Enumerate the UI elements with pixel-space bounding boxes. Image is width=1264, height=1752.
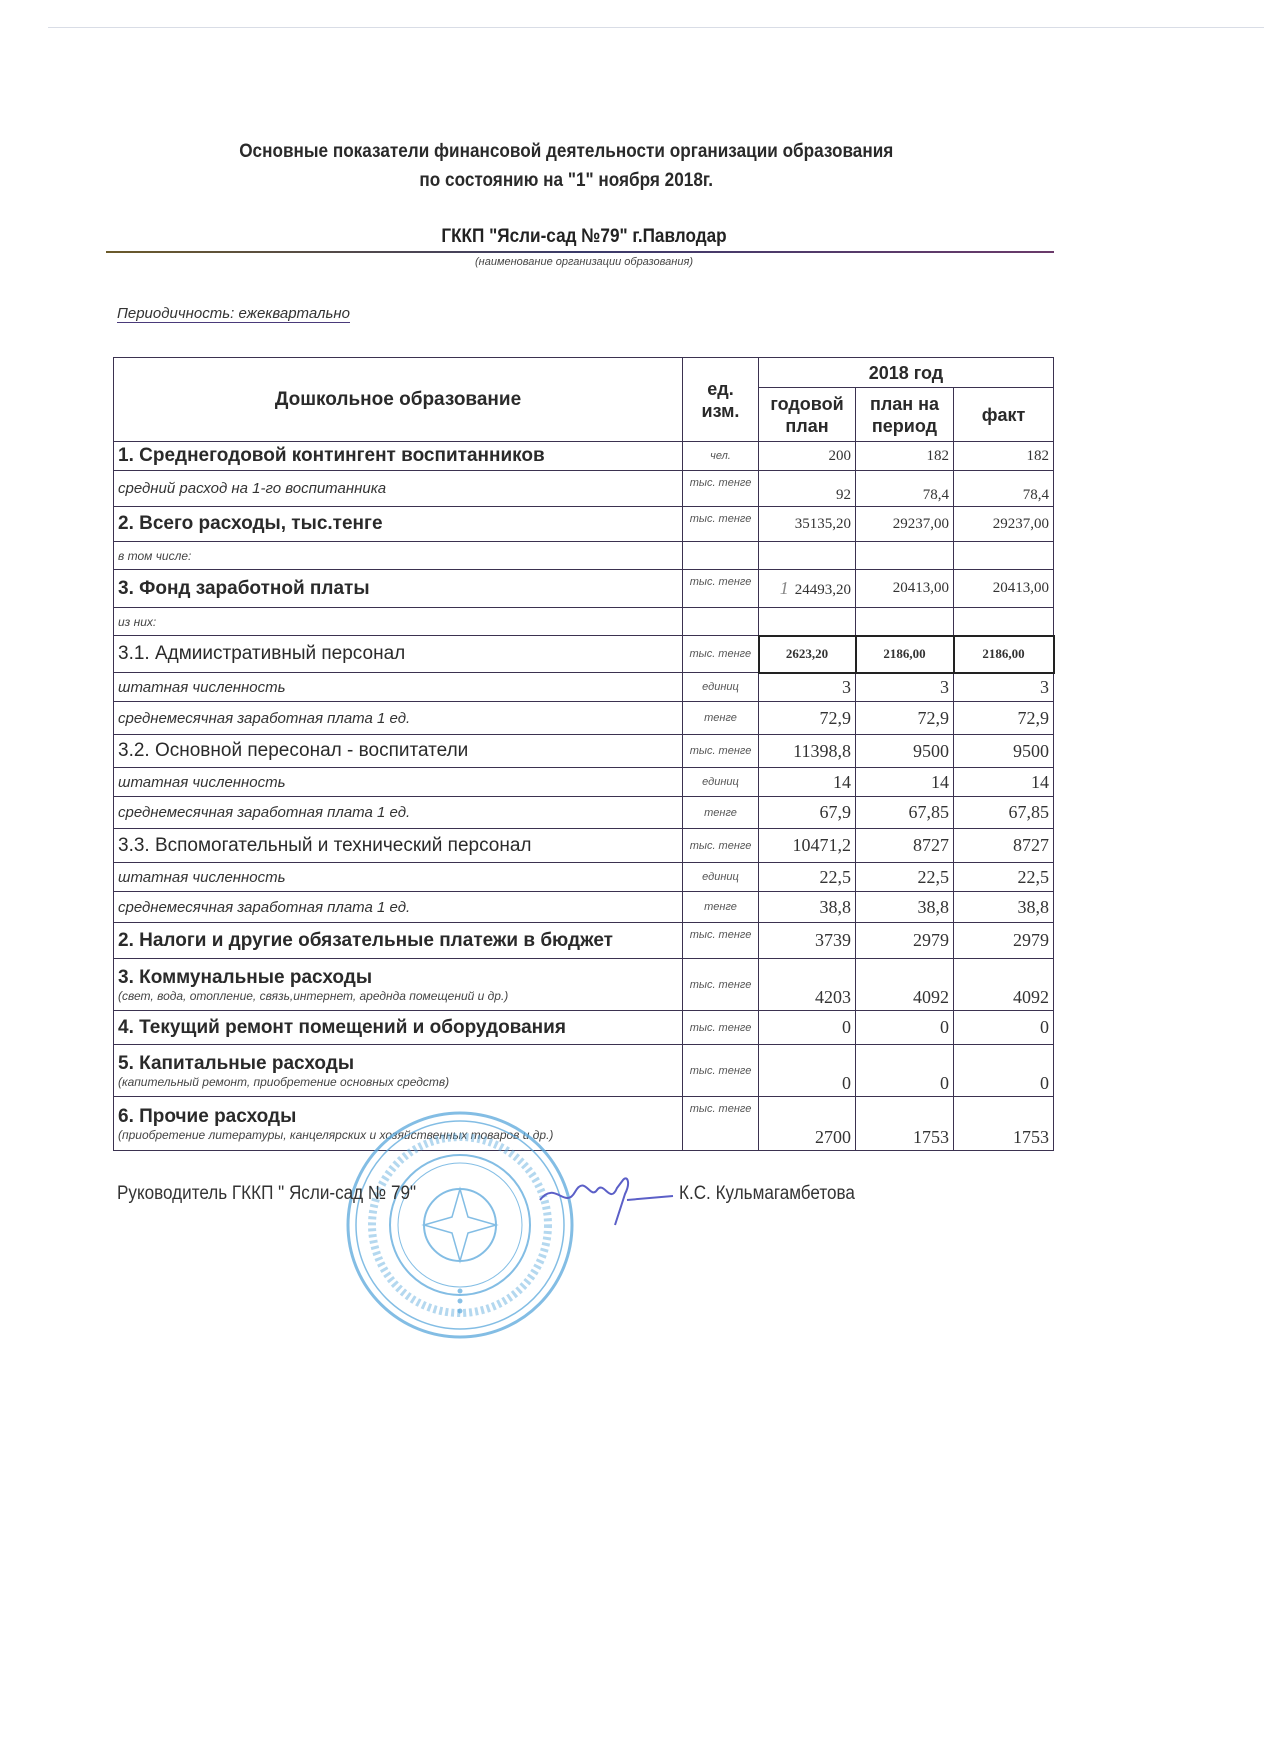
- row-fact: 0: [954, 1045, 1054, 1097]
- row-fact: 2979: [954, 923, 1054, 959]
- row-label: 1. Среднегодовой контингент воспитанников: [114, 442, 683, 471]
- row-annual: 67,9: [759, 797, 856, 829]
- table-row: [114, 1045, 1054, 1097]
- signer-position: Руководитель ГККП " Ясли-сад № 79": [117, 1183, 417, 1204]
- row-label: штатная численность: [114, 768, 683, 797]
- row-period: 29237,00: [856, 507, 954, 542]
- row-unit: тыс. тенге: [683, 959, 759, 1011]
- row-period: 1753: [856, 1097, 954, 1151]
- row-annual: 22,5: [759, 863, 856, 892]
- row-label: 2. Налоги и другие обязательные платежи в бюджет: [114, 923, 683, 959]
- table-row: [114, 1011, 1054, 1045]
- row-annual-value: 24493,20: [794, 582, 851, 598]
- row-unit: тыс. тенге: [683, 923, 759, 959]
- table-row: [114, 702, 1054, 735]
- signer-name: К.С. Кульмагамбетова: [679, 1183, 855, 1204]
- row-label: 5. Капитальные расходы: [118, 1052, 355, 1074]
- row-unit: [683, 608, 759, 636]
- row-label: 2. Всего расходы, тыс.тенге: [114, 507, 683, 542]
- row-unit: тыс. тенге: [683, 636, 759, 673]
- table-row: [114, 608, 1054, 636]
- row-annual: 2700: [759, 1097, 856, 1151]
- row-unit: тыс. тенге: [683, 507, 759, 542]
- header-unit: ед. изм.: [683, 358, 759, 442]
- row-fact: 182: [954, 442, 1054, 471]
- row-annual: [759, 542, 856, 570]
- row-fact: 14: [954, 768, 1054, 797]
- organization-underline: [106, 251, 1054, 253]
- table-row: [114, 570, 1054, 608]
- handwritten-signature-icon: [535, 1170, 675, 1230]
- row-unit: единиц: [683, 768, 759, 797]
- row-label: 6. Прочие расходы: [118, 1105, 297, 1127]
- row-period: 14: [856, 768, 954, 797]
- row-unit: тенге: [683, 892, 759, 923]
- row-annual: 0: [759, 1045, 856, 1097]
- table-row: [114, 507, 1054, 542]
- row-label: штатная численность: [114, 863, 683, 892]
- row-fact: 8727: [954, 829, 1054, 863]
- row-period: 0: [856, 1011, 954, 1045]
- row-unit: единиц: [683, 673, 759, 702]
- row-period: 2186,00: [856, 636, 954, 673]
- row-period: 2979: [856, 923, 954, 959]
- handwritten-mark: 1: [779, 578, 789, 598]
- row-fact: 4092: [954, 959, 1054, 1011]
- row-fact: 78,4: [954, 471, 1054, 507]
- table-row: [114, 863, 1054, 892]
- row-period: 182: [856, 442, 954, 471]
- organization-caption: (наименование организации образования): [475, 256, 693, 268]
- financial-indicators-table: [113, 357, 1055, 1151]
- table-row: [114, 673, 1054, 702]
- row-label: 3. Фонд заработной платы: [114, 570, 683, 608]
- row-label: 4. Текущий ремонт помещений и оборудования: [114, 1011, 683, 1045]
- row-period: 3: [856, 673, 954, 702]
- header-year: 2018 год: [759, 358, 1054, 388]
- row-unit: тыс. тенге: [683, 1097, 759, 1151]
- row-label-cell: [114, 959, 683, 1011]
- row-label: 3.1. Адмиистративный персонал: [114, 636, 683, 673]
- row-fact: 22,5: [954, 863, 1054, 892]
- row-annual: 35135,20: [759, 507, 856, 542]
- row-label-cell: [114, 1045, 683, 1097]
- row-label: среднемесячная заработная плата 1 ед.: [114, 702, 683, 735]
- row-period: 38,8: [856, 892, 954, 923]
- row-fact: 1753: [954, 1097, 1054, 1151]
- row-label: 3.2. Основной пересонал - воспитатели: [114, 735, 683, 768]
- row-unit: тыс. тенге: [683, 735, 759, 768]
- row-fact: 72,9: [954, 702, 1054, 735]
- row-annual: [759, 570, 856, 608]
- row-period: 67,85: [856, 797, 954, 829]
- table-row: [114, 735, 1054, 768]
- row-unit: тенге: [683, 702, 759, 735]
- table-row: [114, 829, 1054, 863]
- row-fact: 29237,00: [954, 507, 1054, 542]
- header-section: Дошкольное образование: [114, 358, 683, 442]
- row-fact: [954, 542, 1054, 570]
- row-unit: тенге: [683, 797, 759, 829]
- table-row: [114, 636, 1054, 673]
- row-period: [856, 542, 954, 570]
- row-label: 3. Коммунальные расходы: [118, 966, 373, 988]
- row-period: 20413,00: [856, 570, 954, 608]
- row-annual: 14: [759, 768, 856, 797]
- periodicity-label: Периодичность: ежеквартально: [117, 305, 350, 322]
- row-label: средний расход на 1-го воспитанника: [114, 471, 683, 507]
- row-unit: тыс. тенге: [683, 829, 759, 863]
- table-row: [114, 768, 1054, 797]
- row-annual: 3739: [759, 923, 856, 959]
- row-period: 4092: [856, 959, 954, 1011]
- row-period: 9500: [856, 735, 954, 768]
- row-period: [856, 608, 954, 636]
- row-fact: 9500: [954, 735, 1054, 768]
- row-annual: 38,8: [759, 892, 856, 923]
- row-label: 3.3. Вспомогательный и технический персонал: [114, 829, 683, 863]
- row-sublabel: (капительный ремонт, приобретение основных средств): [118, 1074, 450, 1089]
- row-label: штатная численность: [114, 673, 683, 702]
- row-annual: 2623,20: [759, 636, 856, 673]
- row-period: 22,5: [856, 863, 954, 892]
- row-unit: чел.: [683, 442, 759, 471]
- row-unit: тыс. тенге: [683, 471, 759, 507]
- table-header-row: [114, 358, 1054, 388]
- row-annual: 3: [759, 673, 856, 702]
- row-fact: 67,85: [954, 797, 1054, 829]
- row-fact: [954, 608, 1054, 636]
- organization-name: ГККП "Ясли-сад №79" г.Павлодар: [441, 225, 727, 247]
- row-unit: тыс. тенге: [683, 570, 759, 608]
- row-unit: [683, 542, 759, 570]
- document-subtitle-date: по состоянию на "1" ноября 2018г.: [419, 169, 714, 191]
- row-label: из них:: [114, 608, 683, 636]
- row-period: 0: [856, 1045, 954, 1097]
- table-row: [114, 1097, 1054, 1151]
- header-fact: факт: [954, 388, 1054, 442]
- scan-edge-line: [48, 27, 1264, 28]
- document-title: Основные показатели финансовой деятельности организации образования: [239, 140, 894, 162]
- row-period: 72,9: [856, 702, 954, 735]
- row-annual: 72,9: [759, 702, 856, 735]
- row-sublabel: (свет, вода, отопление, связь,интернет, аредндa помещений и др.): [118, 988, 509, 1003]
- row-annual: 10471,2: [759, 829, 856, 863]
- row-unit: единиц: [683, 863, 759, 892]
- row-label: в том числе:: [114, 542, 683, 570]
- header-period-plan: план на период: [856, 388, 954, 442]
- row-annual: 4203: [759, 959, 856, 1011]
- row-annual: 200: [759, 442, 856, 471]
- table-row: [114, 471, 1054, 507]
- row-fact: 3: [954, 673, 1054, 702]
- table-row: [114, 542, 1054, 570]
- row-unit: тыс. тенге: [683, 1011, 759, 1045]
- row-unit: тыс. тенге: [683, 1045, 759, 1097]
- row-annual: [759, 608, 856, 636]
- row-fact: 20413,00: [954, 570, 1054, 608]
- row-label: среднемесячная заработная плата 1 ед.: [114, 797, 683, 829]
- header-annual-plan: годовой план: [759, 388, 856, 442]
- row-label: среднемесячная заработная плата 1 ед.: [114, 892, 683, 923]
- table-row: [114, 442, 1054, 471]
- row-fact: 2186,00: [954, 636, 1054, 673]
- row-annual: 0: [759, 1011, 856, 1045]
- row-sublabel: (приобретение литературы, канцелярских и хозяйственных товаров и др.): [118, 1127, 554, 1142]
- table-row: [114, 959, 1054, 1011]
- row-fact: 0: [954, 1011, 1054, 1045]
- table-row: [114, 892, 1054, 923]
- row-fact: 38,8: [954, 892, 1054, 923]
- row-period: 78,4: [856, 471, 954, 507]
- table-row: [114, 923, 1054, 959]
- table-row: [114, 797, 1054, 829]
- row-annual: 92: [759, 471, 856, 507]
- row-period: 8727: [856, 829, 954, 863]
- row-annual: 11398,8: [759, 735, 856, 768]
